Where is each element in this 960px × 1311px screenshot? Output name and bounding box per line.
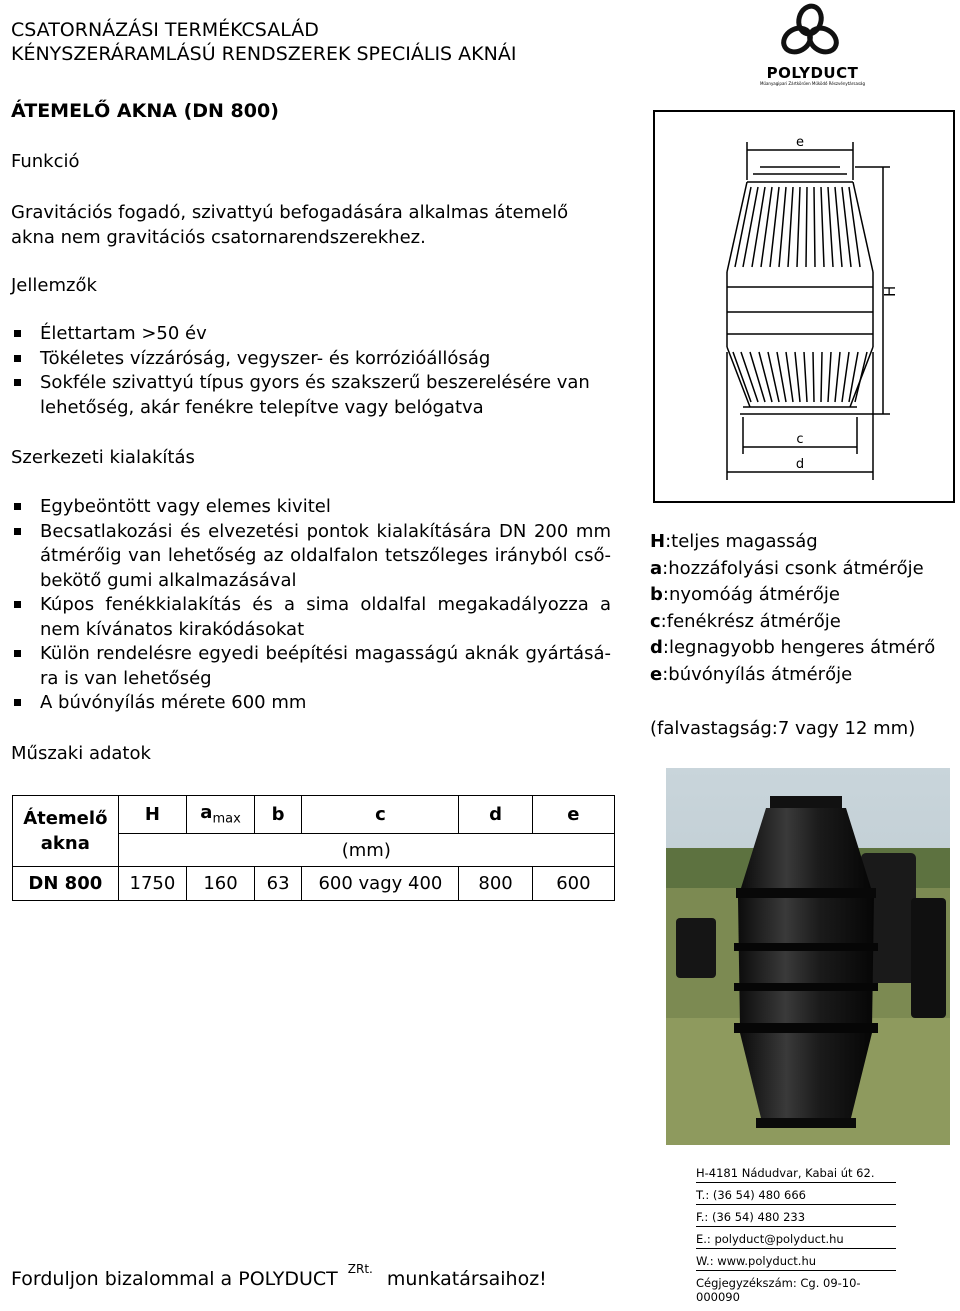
legend-key: a [650,557,663,579]
table-cell: 600 [532,867,614,901]
product-photo [666,768,950,1145]
dimension-legend [650,529,955,688]
features-list [11,322,616,420]
legend-key: b [650,584,663,605]
list-item: Élettartam >50 év [11,322,616,347]
col-c: c [302,796,459,834]
contact-fax: F.: (36 54) 480 233 [696,1210,896,1227]
header-line-1: CSATORNÁZÁSI TERMÉKCSALÁD [11,19,319,41]
legend-text: :fenékrész átmérője [660,610,841,632]
contact-block [696,1166,896,1311]
legend-item [650,582,955,609]
table-cell: 800 [459,867,532,901]
table-row [13,867,615,901]
col-d: d [459,796,532,834]
footer-after: munkatársaihoz! [386,1268,547,1290]
polyduct-logo [755,0,870,95]
legend-item [650,609,955,636]
contact-address: H-4181 Nádudvar, Kabai út 62. [696,1166,896,1183]
drawing-label-d: d [795,457,805,472]
row-header: Átemelő akna [13,796,119,867]
contact-registry: Cégjegyzékszám: Cg. 09-10-000090 [696,1276,861,1304]
table-cell: 1750 [118,867,187,901]
page-title: ÁTEMELŐ AKNA (DN 800) [11,100,279,122]
spec-table [12,795,615,901]
legend-key: H [650,531,666,552]
list-item: Külön rendelésre egyedi beépítési magasságú aknák gyártására is van lehetőség [11,642,611,691]
drawing-label-c: c [796,432,804,447]
legend-key: d [650,637,663,658]
unit-label: (mm) [118,834,614,867]
legend-item [650,635,955,662]
manhole-drawing [655,112,953,501]
table-cell: 63 [254,867,302,901]
tech-heading: Műszaki adatok [11,743,151,764]
interlocked-rings-logo-icon [755,0,870,62]
legend-text: :nyomóág átmérője [662,584,840,605]
legend-item [650,556,955,583]
list-item: A búvónyílás mérete 600 mm [11,691,611,716]
footer-sup: ZRt. [347,1262,373,1276]
legend-text: :teljes magasság [665,531,818,552]
footer-before: Forduljon bizalommal a POLYDUCT [11,1268,338,1290]
col-a [187,796,255,834]
list-item: Sokféle szivattyú típus gyors és szakszerű beszerelésére van lehetőség, akár fenékre telepítve vagy belógatva [11,371,616,420]
function-text: Gravitációs fogadó, szivattyú befogadására alkalmas átemelő akna nem gravitációs csatornarendszerekhez. [11,202,569,248]
logo-wordmark: POLYDUCT [766,64,859,82]
list-item: Becsatlakozási és elvezetési pontok kialakítására DN 200 mm átmérőig van lehetőség az oldalfalon tetszőleges irányból csőbekötő gumi alkalmazásával [11,520,611,594]
drawing-label-H: H [881,285,899,297]
header-line-2: KÉNYSZERÁRAMLÁSÚ RENDSZEREK SPECIÁLIS AKNÁI [11,43,517,65]
col-b: b [254,796,302,834]
function-heading: Funkció [11,151,80,172]
col-e: e [532,796,614,834]
structure-heading: Szerkezeti kialakítás [11,447,195,468]
contact-web: W.: www.polyduct.hu [696,1254,896,1271]
legend-key: e [650,663,663,685]
manhole-photo-illustration [666,768,950,1145]
legend-item [650,662,955,689]
structure-list [11,495,611,716]
list-item: Egybeöntött vagy elemes kivitel [11,495,611,520]
legend-item [650,529,955,556]
legend-text: :búvónyílás átmérője [662,663,853,685]
contact-email: E.: polyduct@polyduct.hu [696,1232,896,1249]
list-item: Kúpos fenékkialakítás és a sima oldalfal megakadályozza a nem kívánatos kirakódásokat [11,593,611,642]
footer-text [11,1262,547,1290]
col-H: H [118,796,187,834]
technical-drawing [653,110,955,503]
table-cell: 160 [187,867,255,901]
legend-key: c [650,610,661,632]
table-cell: 600 vagy 400 [302,867,459,901]
contact-phone: T.: (36 54) 480 666 [696,1188,896,1205]
col-a-subscript: max [212,811,241,827]
logo-tagline: Műanyagipari Zártkörűen Működő Részvénytársaság [759,81,866,86]
table-cell: DN 800 [13,867,119,901]
drawing-label-e: e [796,135,804,150]
col-a-label: a [200,802,213,824]
features-heading: Jellemzők [11,275,97,296]
wall-thickness-note: (falvastagság:7 vagy 12 mm) [650,718,916,739]
legend-text: :legnagyobb hengeres átmérő [662,637,936,658]
legend-text: :hozzáfolyási csonk átmérője [662,557,924,579]
list-item: Tökéletes vízzáróság, vegyszer- és korrózióállóság [11,347,616,372]
